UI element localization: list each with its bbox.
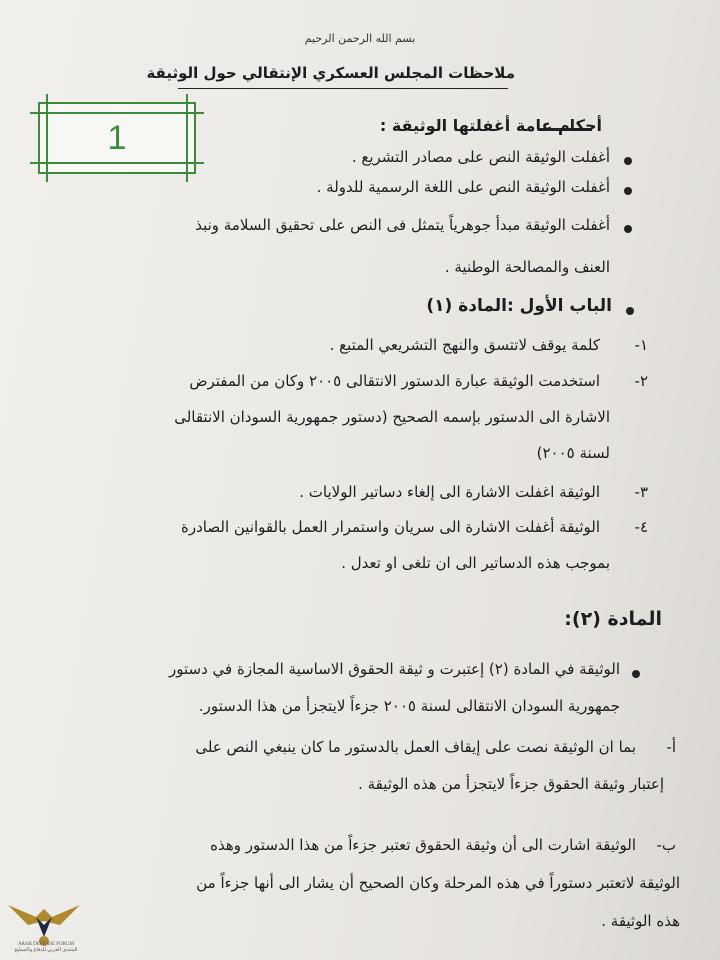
clause-b-text: هذه الوثيقة . bbox=[601, 912, 680, 930]
document-title: ملاحظات المجلس العسكري الإنتقالي حول الوثيقة bbox=[146, 64, 515, 82]
bullet-icon bbox=[624, 225, 632, 233]
chapter1-item-cont: بموجب هذه الدساتير الى ان تلغى او تعدل . bbox=[341, 554, 610, 572]
general-item: أغفلت الوثيقة مبدأ جوهرياً يتمثل فى النص على تحقيق السلامة ونبذ bbox=[195, 216, 610, 234]
clause-a-text: بما ان الوثيقة نصت على إيقاف العمل بالدستور ما كان ينبغي النص على bbox=[195, 738, 636, 756]
chapter1-item: الوثيقة أغفلت الاشارة الى سريان واستمرار العمل بالقوانين الصادرة bbox=[181, 518, 600, 536]
title-underline bbox=[178, 88, 508, 89]
clause-label: أ- bbox=[666, 738, 676, 756]
clause-a-text: إعتبار وثيقة الحقوق جزءاً لايتجزأ من هذه الوثيقة . bbox=[358, 775, 664, 793]
chapter1-item: استخدمت الوثيقة عبارة الدستور الانتقالى ٢٠٠٥ وكان من المفترض bbox=[189, 372, 600, 390]
general-item: أغفلت الوثيقة النص على اللغة الرسمية للدولة . bbox=[316, 178, 610, 196]
item-number: ٣- bbox=[634, 483, 648, 501]
item-number: ٤- bbox=[634, 518, 648, 536]
chapter1-item: كلمة يوقف لاتتسق والنهج التشريعي المتبع . bbox=[329, 336, 600, 354]
article2-heading: المادة (٢): bbox=[564, 608, 662, 630]
stamp-number: 1 bbox=[107, 119, 127, 157]
clause-label: ب- bbox=[656, 836, 676, 854]
watermark-text bbox=[4, 942, 88, 953]
watermark-line: المنتدى العربي للدفاع والتسليح bbox=[14, 948, 78, 953]
item-number: ١- bbox=[634, 336, 648, 354]
clause-b-text: الوثيقة اشارت الى أن وثيقة الحقوق تعتبر جزءاً من هذا الدستور وهذه bbox=[210, 836, 636, 854]
bullet-icon bbox=[624, 187, 632, 195]
bullet-icon bbox=[626, 307, 634, 315]
chapter1-item-cont: الاشارة الى الدستور بإسمه الصحيح (دستور جمهورية السودان الانتقالى bbox=[174, 408, 610, 426]
bullet-icon bbox=[632, 670, 640, 678]
general-heading: أحكام عامة أغفلتها الوثيقة : bbox=[379, 116, 602, 135]
basmala: بسم الله الرحمن الرحيم bbox=[304, 32, 416, 45]
page-number-stamp bbox=[38, 102, 196, 174]
chapter1-item-cont: لسنة ٢٠٠٥) bbox=[536, 444, 610, 462]
article2-text: جمهورية السودان الانتقالى لسنة ٢٠٠٥ جزءاً لايتجزأ من هذا الدستور. bbox=[198, 697, 620, 715]
watermark-line: ARAB DEFENSE FORUM bbox=[17, 942, 75, 947]
general-item-cont: العنف والمصالحة الوطنية . bbox=[444, 258, 610, 276]
chapter1-item: الوثيقة اغفلت الاشارة الى إلغاء دساتير الولايات . bbox=[299, 483, 600, 501]
general-item: أغفلت الوثيقة النص على مصادر التشريع . bbox=[351, 148, 610, 166]
bullet-icon bbox=[624, 157, 632, 165]
item-number: ٢- bbox=[634, 372, 648, 390]
clause-b-text: الوثيقة لاتعتبر دستوراً في هذه المرحلة وكان الصحيح أن يشار الى أنها جزءاً من bbox=[196, 874, 680, 892]
chapter1-heading: الباب الأول :المادة (١) bbox=[426, 296, 612, 316]
article2-text: الوثيقة في المادة (٢) إعتبرت و ثيقة الحقوق الاساسية المجازة في دستور bbox=[169, 660, 620, 678]
